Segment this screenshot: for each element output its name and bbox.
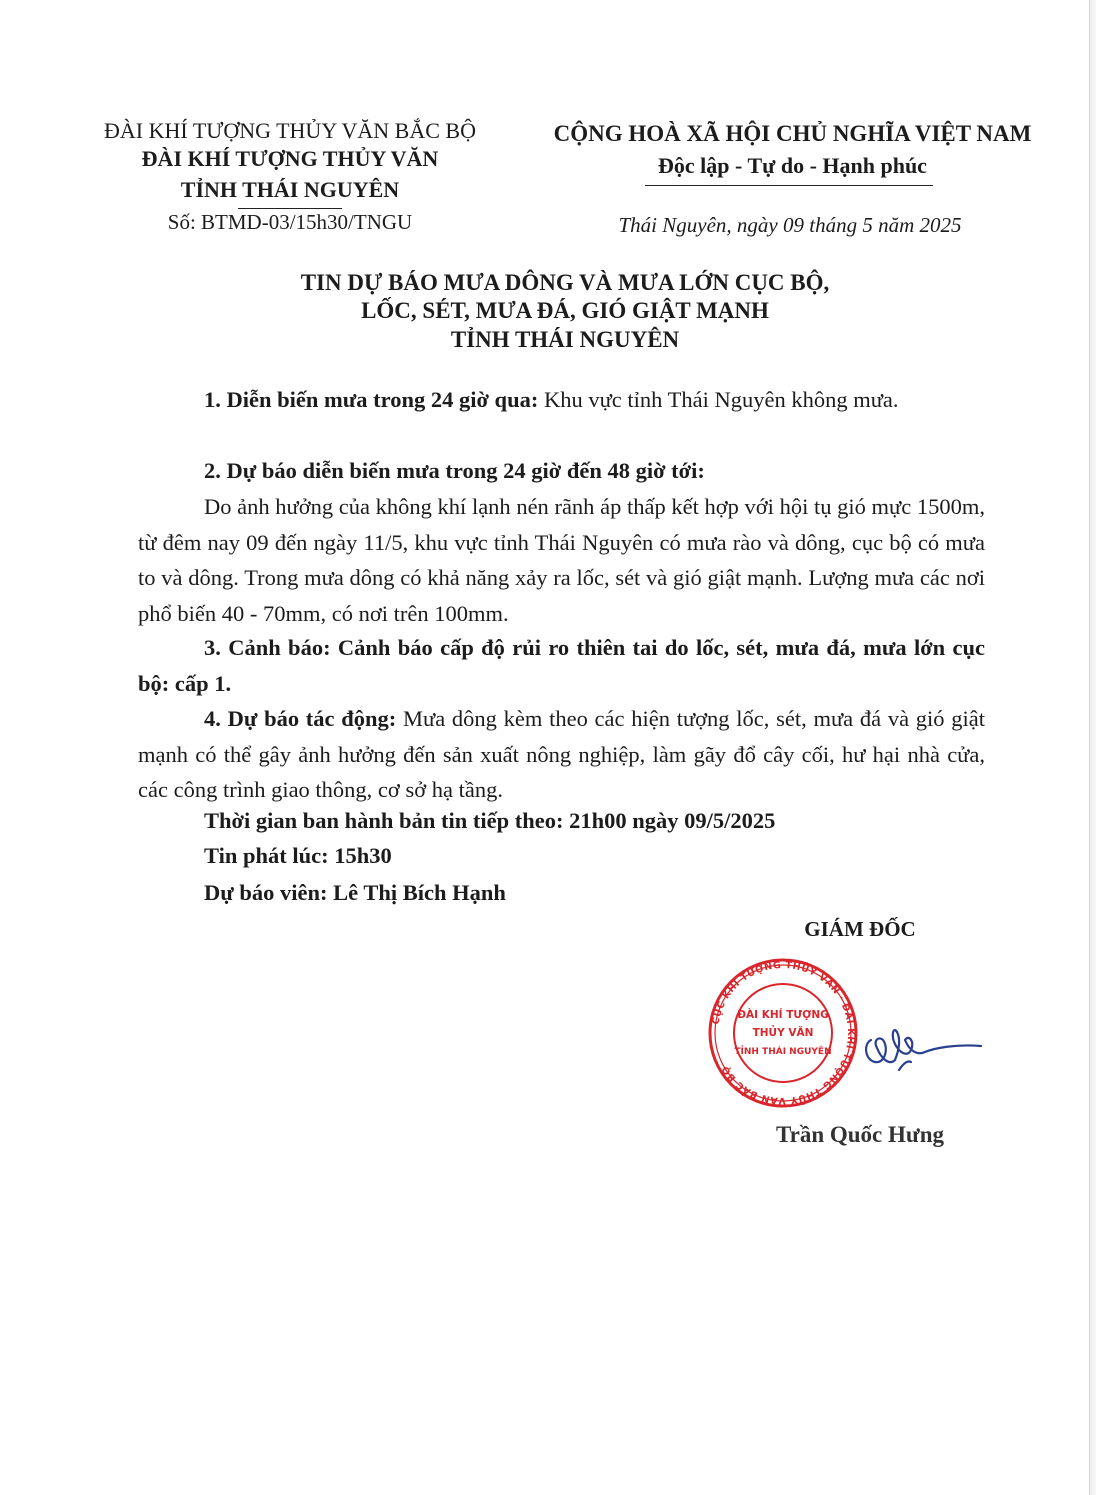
document-title-line3: TỈNH THÁI NGUYÊN xyxy=(450,327,680,352)
agency-name-line1: ĐÀI KHÍ TƯỢNG THỦY VĂN xyxy=(141,146,439,171)
document-number: Số: BTMD-03/15h30/TNGU xyxy=(167,210,413,234)
section-4-text: Mưa dông kèm theo các hiện tượng lốc, sét, mưa đá và gió giật mạnh có thể gây ảnh hưởng đến sản xuất nông nghiệp, làm gãy đổ cây cối, hư hại nhà cửa, các công trình giao thông, cơ sở hạ tầng. xyxy=(138,706,985,802)
official-stamp xyxy=(698,958,868,1108)
national-title: CỘNG HOÀ XÃ HỘI CHỦ NGHĨA VIỆT NAM xyxy=(553,121,1032,146)
section-2-forecast-text: Do ảnh hưởng của không khí lạnh nén rãnh áp thấp kết hợp với hội tụ gió mực 1500m, từ đêm nay 09 đến ngày 11/5, khu vực tỉnh Thái Nguyên có mưa rào và dông, cục bộ có mưa to và dông. Trong mưa dông có khả năng xảy ra lốc, sét và gió giật mạnh. Lượng mưa các nơi phổ biến 40 - 70mm, có nơi trên 100mm. xyxy=(138,494,985,626)
stamp-center-line1: ĐÀI KHÍ TƯỢNG xyxy=(737,1009,829,1021)
issued-at-time: Tin phát lúc: 15h30 xyxy=(204,843,392,868)
national-motto: Độc lập - Tự do - Hạnh phúc xyxy=(658,153,927,178)
handwritten-signature xyxy=(855,1010,985,1082)
stamp-center-line2: THỦY VĂN xyxy=(752,1027,814,1039)
section-4-impact xyxy=(138,701,985,808)
page-edge-line xyxy=(1089,0,1090,1495)
motto-underline xyxy=(645,185,933,186)
document-title-line2: LỐC, SÉT, MƯA ĐÁ, GIÓ GIẬT MẠNH xyxy=(361,298,769,323)
stamp-ring-text: CỤC KHÍ TƯỢNG THỦY VĂN · ĐÀI KHÍ TƯỢNG THỦY VĂN BẮC BỘ xyxy=(710,959,857,1107)
forecaster-name: Dự báo viên: Lê Thị Bích Hạnh xyxy=(204,880,506,905)
agency-underline xyxy=(238,208,342,209)
section-2-heading: 2. Dự báo diễn biến mưa trong 24 giờ đến 48 giờ tới: xyxy=(204,458,705,483)
next-issue-time: Thời gian ban hành bản tin tiếp theo: 21h00 ngày 09/5/2025 xyxy=(204,808,776,833)
section-1-text: Khu vực tỉnh Thái Nguyên không mưa. xyxy=(538,387,899,412)
section-1-heading: 1. Diễn biến mưa trong 24 giờ qua: xyxy=(204,387,539,412)
section-3-warning: 3. Cảnh báo: Cảnh báo cấp độ rủi ro thiên tai do lốc, sét, mưa đá, mưa lớn cục bộ: cấp 1. xyxy=(138,635,985,696)
agency-name-line2: TỈNH THÁI NGUYÊN xyxy=(180,177,400,202)
agency-parent: ĐÀI KHÍ TƯỢNG THỦY VĂN BẮC BỘ xyxy=(104,118,476,143)
page-edge-shadow xyxy=(1090,0,1096,1495)
section-4-heading: 4. Dự báo tác động: xyxy=(204,706,397,731)
signer-name: Trần Quốc Hưng xyxy=(775,1122,944,1147)
signer-position: GIÁM ĐỐC xyxy=(804,917,916,941)
place-and-date: Thái Nguyên, ngày 09 tháng 5 năm 2025 xyxy=(618,213,962,237)
stamp-center-line3: TỈNH THÁI NGUYÊN xyxy=(734,1047,832,1057)
document-title-line1: TIN DỰ BÁO MƯA DÔNG VÀ MƯA LỚN CỤC BỘ, xyxy=(300,270,830,295)
section-1-past-rainfall xyxy=(138,382,985,418)
